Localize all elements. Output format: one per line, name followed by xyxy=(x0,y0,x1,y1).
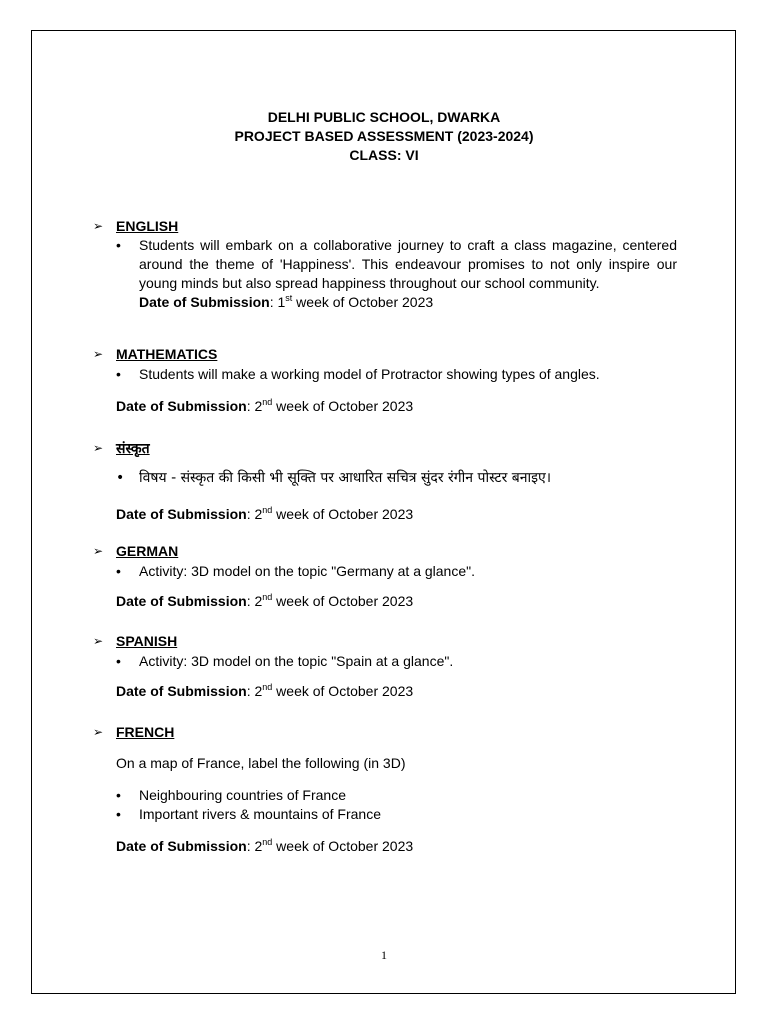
bullet-icon: • xyxy=(116,806,121,822)
date-number: 2 xyxy=(254,593,263,609)
date-suffix: nd xyxy=(262,397,273,407)
date-label: Date of Submission xyxy=(116,838,247,854)
list-item xyxy=(93,652,683,671)
date-number: 2 xyxy=(254,398,263,414)
section-german xyxy=(93,542,683,611)
list-item-text: विषय - संस्कृत की किसी भी सूक्ति पर आधारित सचित्र सुंदर रंगीन पोस्टर बनाइए। xyxy=(139,470,552,486)
arrow-bullet-icon: ➢ xyxy=(93,544,104,558)
list-item-text: Activity: 3D model on the topic "Spain at a glance". xyxy=(139,653,454,669)
date-number: 2 xyxy=(254,683,263,699)
list-item xyxy=(93,805,683,824)
section-english xyxy=(93,217,683,312)
bullet-list xyxy=(93,469,683,488)
section-title: MATHEMATICS xyxy=(116,346,218,362)
date-number: 2 xyxy=(254,838,263,854)
date-label: Date of Submission xyxy=(116,506,247,522)
section-heading xyxy=(93,542,683,560)
date-label: Date of Submission xyxy=(139,294,270,310)
bullet-list xyxy=(93,562,683,581)
list-item-text: Neighbouring countries of France xyxy=(139,787,347,803)
submission-date: Date of Submission: 2nd week of October 2023 xyxy=(116,505,414,522)
section-title: संस्कृत xyxy=(116,441,150,457)
date-number: 1 xyxy=(277,294,286,310)
section-title: FRENCH xyxy=(116,724,175,740)
school-name: DELHI PUBLIC SCHOOL, DWARKA xyxy=(267,109,501,125)
header xyxy=(0,108,768,165)
section-mathematics xyxy=(93,345,683,416)
list-item xyxy=(93,236,683,293)
date-number: 2 xyxy=(254,506,263,522)
date-suffix: nd xyxy=(262,682,273,692)
date-suffix: nd xyxy=(262,505,273,515)
date-text: week of October 2023 xyxy=(292,294,434,310)
bullet-list xyxy=(93,365,683,384)
page-number: 1 xyxy=(381,948,387,962)
arrow-bullet-icon: ➢ xyxy=(93,219,104,233)
list-item-text: Important rivers & mountains of France xyxy=(139,806,381,822)
date-label: Date of Submission xyxy=(116,398,247,414)
date-text: week of October 2023 xyxy=(272,593,414,609)
section-heading xyxy=(93,217,683,235)
bullet-icon: • xyxy=(116,787,121,803)
french-intro: On a map of France, label the following (in 3D) xyxy=(116,755,406,771)
section-title: ENGLISH xyxy=(116,218,179,234)
submission-date: Date of Submission: 2nd week of October 2023 xyxy=(116,682,414,699)
section-title: SPANISH xyxy=(116,633,178,649)
section-heading xyxy=(93,439,683,457)
list-item-text: Students will embark on a collaborative journey to craft a class magazine, centered around the theme of 'Happiness'. This endeavour promises to not only inspire our young minds but also spread happiness throughout our school community. xyxy=(139,237,677,291)
date-suffix: nd xyxy=(262,837,273,847)
submission-date: Date of Submission: 1st week of October 2023 xyxy=(139,293,434,310)
arrow-bullet-icon: ➢ xyxy=(93,725,104,739)
arrow-bullet-icon: ➢ xyxy=(93,441,104,455)
section-french xyxy=(93,723,683,856)
list-item xyxy=(93,365,683,384)
date-label: Date of Submission xyxy=(116,593,247,609)
class-label: CLASS: VI xyxy=(349,147,419,163)
bullet-icon: • xyxy=(116,366,121,382)
submission-date: Date of Submission: 2nd week of October 2023 xyxy=(116,397,414,414)
arrow-bullet-icon: ➢ xyxy=(93,634,104,648)
submission-date: Date of Submission: 2nd week of October 2023 xyxy=(116,837,414,854)
assessment-title: PROJECT BASED ASSESSMENT (2023-2024) xyxy=(234,128,534,144)
section-heading xyxy=(93,723,683,741)
bullet-icon: • xyxy=(116,653,121,669)
bullet-icon: • xyxy=(116,563,121,579)
list-item xyxy=(93,469,683,488)
bullet-list xyxy=(93,236,683,312)
date-text: week of October 2023 xyxy=(272,838,414,854)
section-heading xyxy=(93,632,683,650)
list-item xyxy=(93,786,683,805)
bullet-list xyxy=(93,652,683,671)
section-spanish xyxy=(93,632,683,701)
bullet-icon: • xyxy=(116,470,125,486)
bullet-icon: • xyxy=(116,237,121,253)
date-text: week of October 2023 xyxy=(272,683,414,699)
date-text: week of October 2023 xyxy=(272,398,414,414)
list-item-text: Activity: 3D model on the topic "Germany at a glance". xyxy=(139,563,475,579)
section-sanskrit xyxy=(93,439,683,524)
arrow-bullet-icon: ➢ xyxy=(93,347,104,361)
date-label: Date of Submission xyxy=(116,683,247,699)
date-suffix: st xyxy=(285,293,293,303)
list-item-text: Students will make a working model of Protractor showing types of angles. xyxy=(139,366,600,382)
bullet-list xyxy=(93,786,683,824)
date-text: week of October 2023 xyxy=(272,506,414,522)
list-item xyxy=(93,562,683,581)
date-suffix: nd xyxy=(262,592,273,602)
section-title: GERMAN xyxy=(116,543,179,559)
submission-date: Date of Submission: 2nd week of October 2023 xyxy=(116,592,414,609)
section-heading xyxy=(93,345,683,363)
